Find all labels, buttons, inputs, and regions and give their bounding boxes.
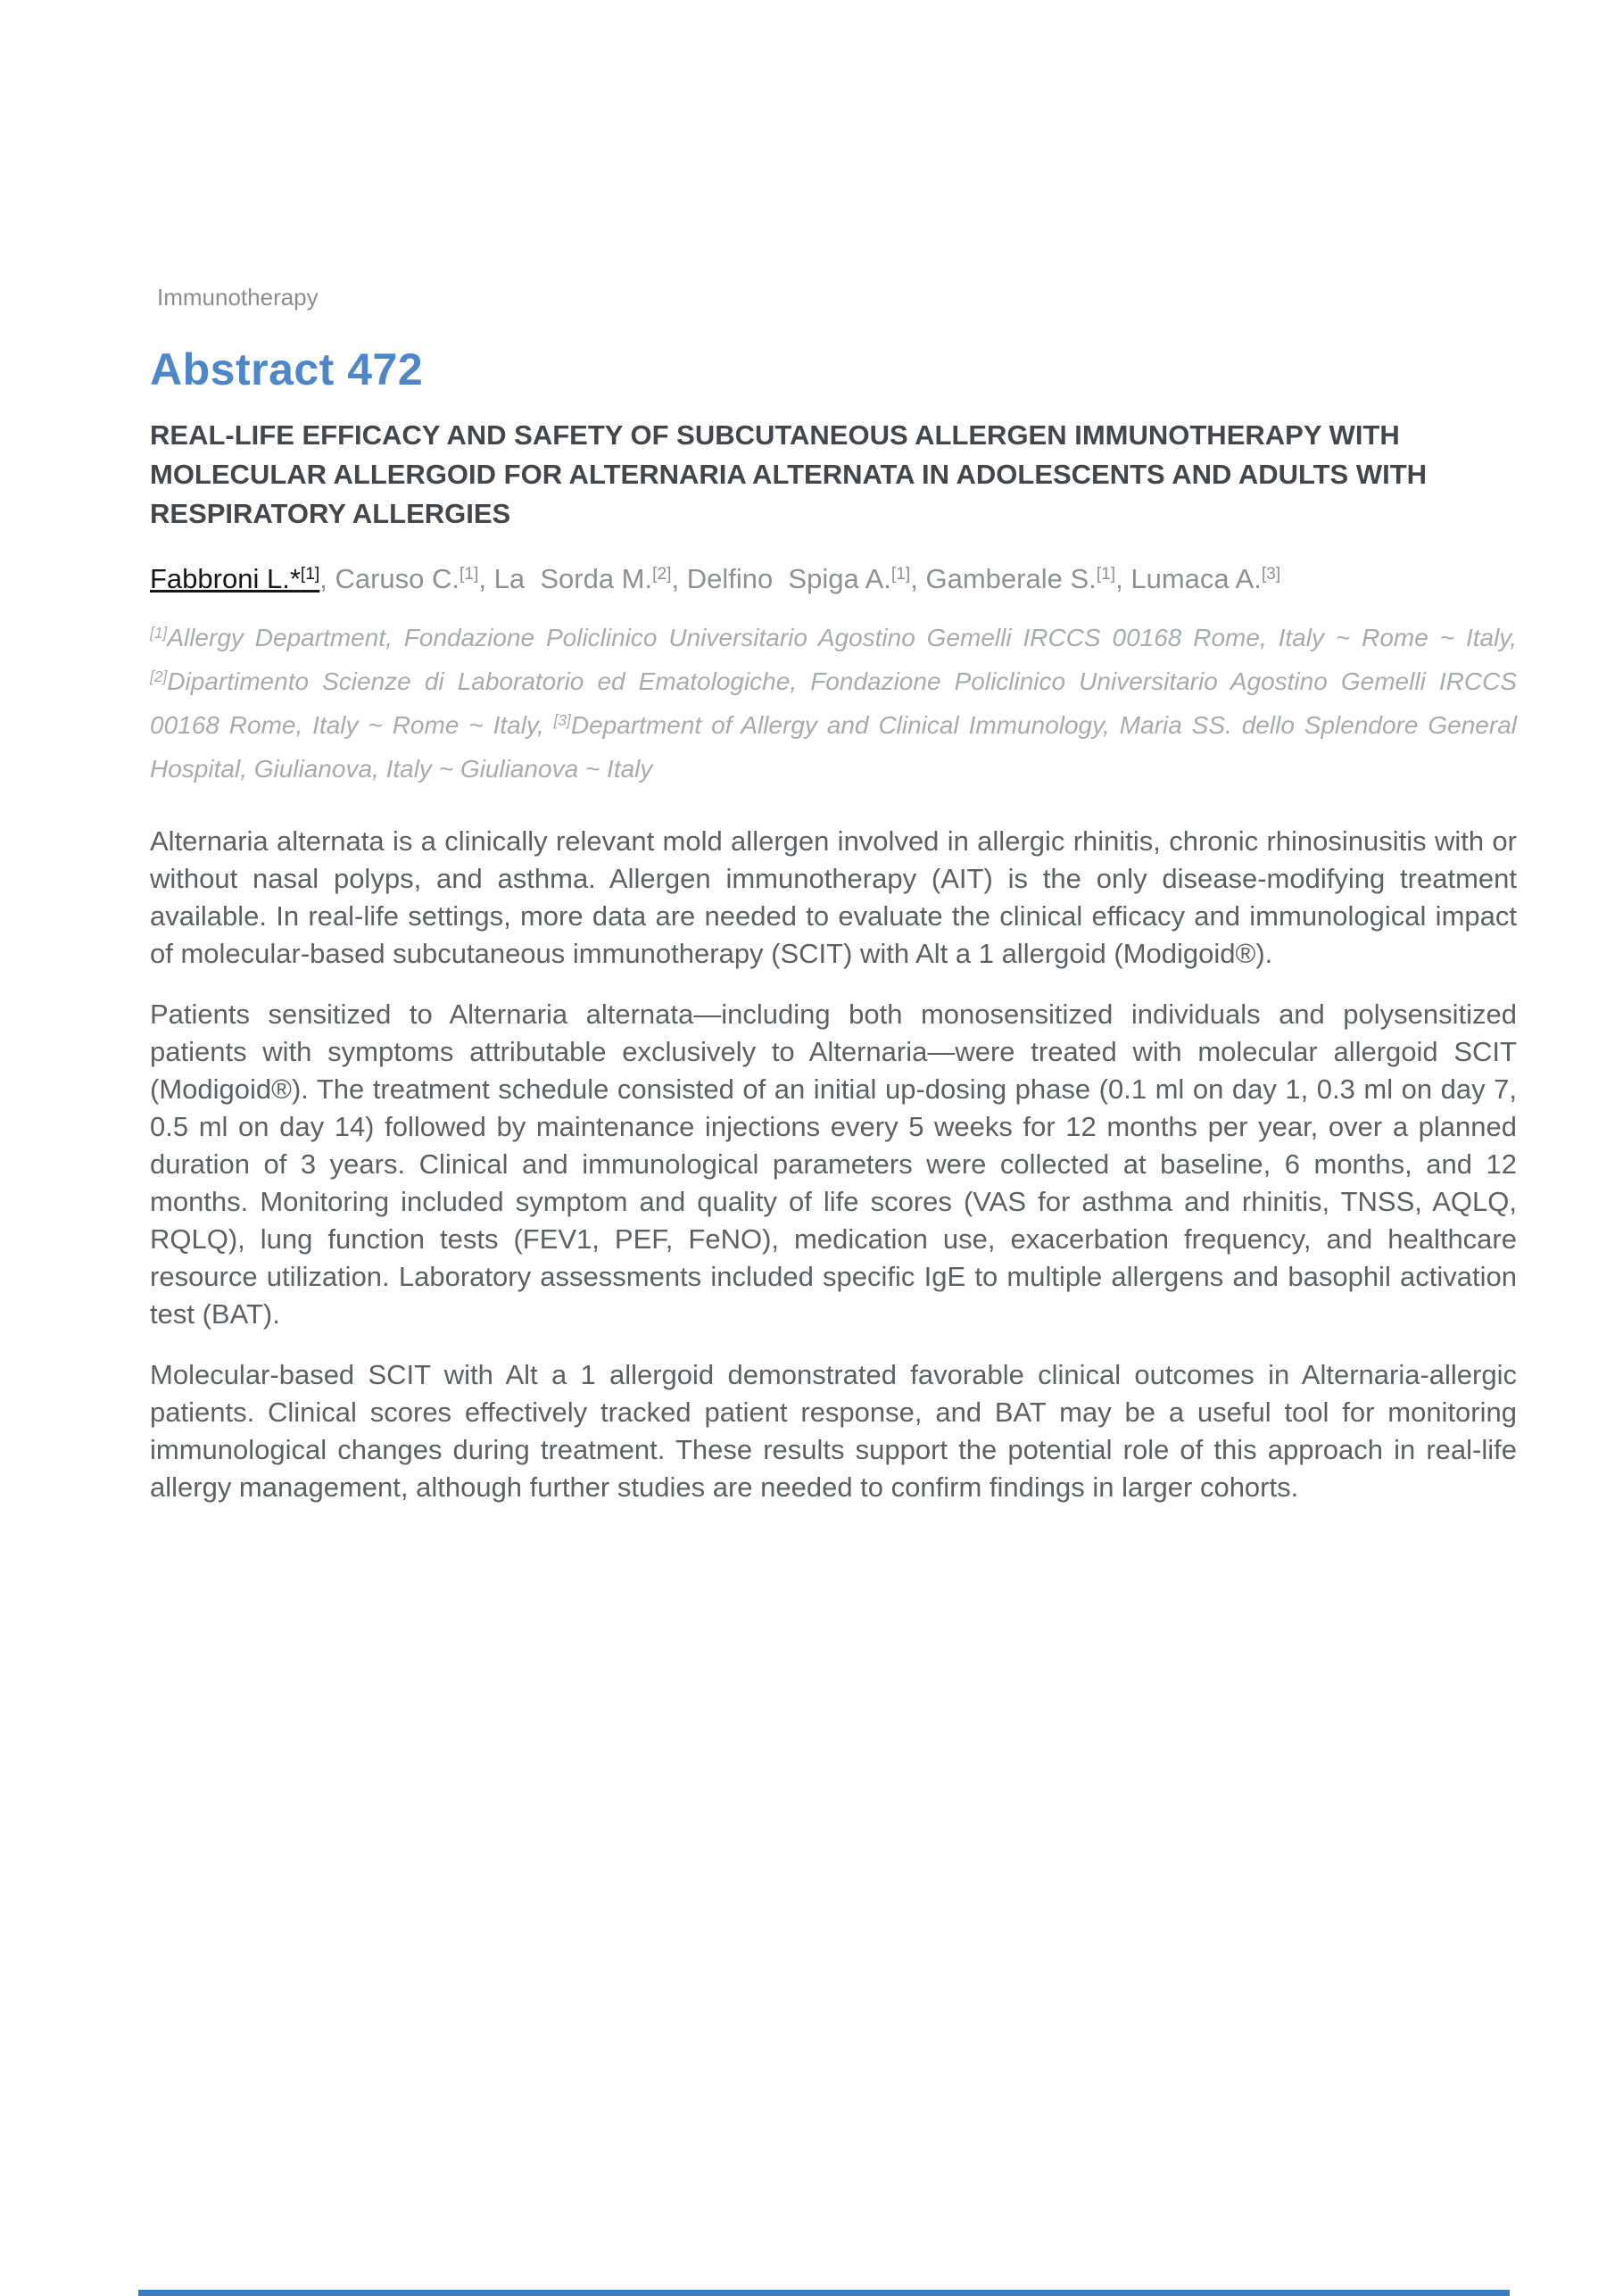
abstract-body	[150, 823, 1517, 1506]
abstract-paragraph: Alternaria alternata is a clinically relevant mold allergen involved in allergic rhinitis, chronic rhinosinusitis with or without nasal polyps, and asthma. Allergen immunotherapy (AIT) is the only disease-modifying treatment available. In real-life settings, more data are needed to evaluate the clinical efficacy and immunological impact of molecular-based subcutaneous immunotherapy (SCIT) with Alt a 1 allergoid (Modigoid®).	[150, 825, 1517, 969]
author-affiliation-ref: [1]	[890, 565, 911, 584]
abstract-title: REAL-LIFE EFFICACY AND SAFETY OF SUBCUTANEOUS ALLERGEN IMMUNOTHERAPY WITH MOLECULAR ALLERGOID FOR ALTERNARIA ALTERNATA IN ADOLESCENTS AND ADULTS WITH RESPIRATORY ALLERGIES	[150, 419, 1428, 529]
author: Fabbroni L.*[1]	[150, 563, 320, 594]
abstract-number-heading: Abstract 472	[150, 344, 424, 394]
author-affiliation-ref: [3]	[1261, 565, 1281, 584]
author-affiliation-ref: [2]	[652, 565, 672, 584]
affiliation-ref: [1]	[150, 624, 168, 642]
affiliations-block: [1]Allergy Department, Fondazione Policlinico Universitario Agostino Gemelli IRCCS 00168 Rome, Italy ~ Rome ~ Italy, [2]Dipartimento Scienze di Laboratorio ed Ematologiche, Fondazione Policlinico Universitario Agostino Gemelli IRCCS 00168 Rome, Italy ~ Rome ~ Italy, [3]Department of Allergy and Clinical Immunology, Maria SS. dello Splendore General Hospital, Giulianova, Italy ~ Giulianova ~ Italy	[150, 624, 1517, 783]
author-affiliation-ref: [1]	[1096, 565, 1116, 584]
author: Lumaca A.[3]	[1130, 563, 1281, 594]
author-affiliation-ref: [1]	[460, 565, 479, 584]
affiliation-ref: [3]	[553, 711, 571, 730]
author: La Sorda M.[2]	[493, 563, 672, 594]
author: Caruso C.[1]	[335, 563, 479, 594]
author: Delfino Spiga A.[1]	[686, 563, 911, 594]
category-label: Immunotherapy	[157, 284, 319, 311]
author-affiliation-ref: [1]	[300, 565, 320, 584]
abstract-paragraph: Molecular-based SCIT with Alt a 1 allergoid demonstrated favorable clinical outcomes in Alternaria-allergic patients. Clinical scores effectively tracked patient response, and BAT may be a useful tool for monitoring immunological changes during treatment. These results support the potential role of this approach in real-life allergy management, although further studies are needed to confirm findings in larger cohorts.	[150, 1359, 1517, 1503]
footer-bar	[138, 2290, 1510, 2296]
author: Gamberale S.[1]	[925, 563, 1116, 594]
affiliation-ref: [2]	[150, 667, 168, 686]
authors-line: Fabbroni L.*[1], Caruso C.[1], La Sorda M.[2], Delfino Spiga A.[1], Gamberale S.[1], Lumaca A.[3]	[150, 563, 1281, 594]
abstract-paragraph: Patients sensitized to Alternaria alternata—including both monosensitized individuals and polysensitized patients with symptoms attributable exclusively to Alternaria—were treated with molecular allergoid SCIT (Modigoid®). The treatment schedule consisted of an initial up-dosing phase (0.1 ml on day 1, 0.3 ml on day 7, 0.5 ml on day 14) followed by maintenance injections every 5 weeks for 12 months per year, over a planned duration of 3 years. Clinical and immunological parameters were collected at baseline, 6 months, and 12 months. Monitoring included symptom and quality of life scores (VAS for asthma and rhinitis, TNSS, AQLQ, RQLQ), lung function tests (FEV1, PEF, FeNO), medication use, exacerbation frequency, and healthcare resource utilization. Laboratory assessments included specific IgE to multiple allergens and basophil activation test (BAT).	[150, 999, 1517, 1330]
